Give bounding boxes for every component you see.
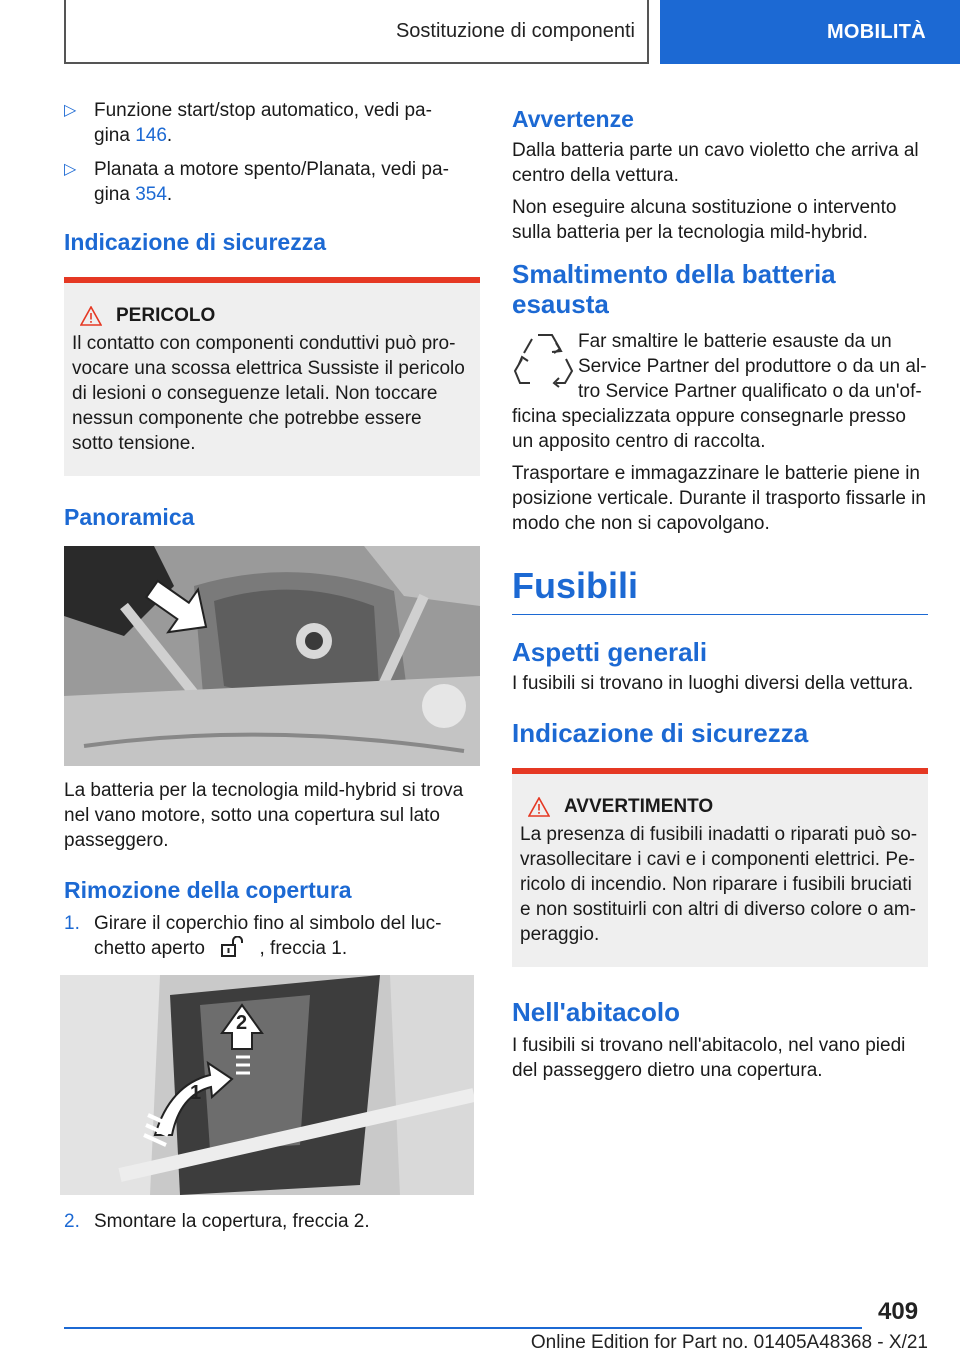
page-link[interactable]: 146	[135, 125, 167, 146]
safety-heading-right: Indicazione di sicurezza	[512, 718, 809, 748]
arrow-1-label: 1	[190, 1082, 202, 1104]
engine-bay-photo	[64, 546, 480, 766]
arrow-2-label: 2	[236, 1012, 248, 1034]
step-number: 1.	[64, 913, 80, 934]
disposal-text-rest: ficina specializzata oppure consegnarle presso un apposito centro di raccolta.	[512, 406, 906, 452]
step-item: 2. Smontare la copertura, freccia 2.	[64, 1211, 370, 1232]
header-chapter-tab	[660, 0, 960, 64]
fuses-title: Fusibili	[512, 565, 638, 606]
triangle-bullet-icon: ▷	[64, 161, 77, 178]
header-section-tab	[64, 0, 649, 64]
step-number: 2.	[64, 1211, 80, 1232]
triangle-bullet-icon: ▷	[64, 102, 77, 119]
danger-title: PERICOLO	[116, 305, 216, 326]
warning-text: La presenza di fusibili inadatti o riparati può so- vrasollecitare i cavi e i componenti elettrici. Pe- ricolo di incendio. Non riparare i fusibili bruciati e non sostituirli con altri di diverso colore o am- peraggio.	[520, 824, 918, 945]
safety-heading: Indicazione di sicurezza	[64, 229, 327, 255]
right-column	[512, 104, 928, 1083]
page-number: 409	[878, 1298, 919, 1325]
footer-rule	[64, 1327, 862, 1329]
disposal-block	[512, 329, 928, 404]
danger-box	[64, 277, 480, 476]
warning-title: AVVERTIMENTO	[564, 796, 714, 817]
warning-triangle-icon	[80, 306, 102, 326]
title-rule	[512, 614, 928, 615]
warnings-heading: Avvertenze	[512, 106, 634, 132]
general-text: I fusibili si trovano in luoghi diversi della vettura.	[512, 673, 914, 694]
disposal-text-2: Trasportare e immagazzinare le batterie piene in posizione verticale. Durante il trasporto fissarle in modo che non si capovolgano.	[512, 463, 926, 534]
cover-removal-photo	[60, 975, 474, 1195]
warning-box	[512, 768, 928, 967]
header-chapter-title: MOBILITÀ	[826, 20, 926, 43]
overview-text: La batteria per la tecnologia mild-hybrid si trova nel vano motore, sotto una copertura sul lato passeggero.	[64, 780, 464, 851]
disposal-text-indented: Far smaltire le batterie esauste da un Service Partner del produttore o da un al- tro Service Partner qualificato o da un'of-	[578, 331, 927, 402]
danger-text: Il contatto con componenti conduttivi può pro- vocare una scossa elettrica Sussiste il pericolo di lesioni o conseguenze letali. Non toccare nessun componente che potrebbe essere sotto tensione.	[72, 333, 465, 454]
open-padlock-icon	[218, 936, 246, 958]
warnings-text-2: Non eseguire alcuna sostituzione o intervento sulla batteria per la tecnologia mild-hybrid.	[512, 197, 897, 243]
left-column	[64, 98, 480, 1243]
recycle-icon	[512, 329, 578, 389]
reference-item: ▷ Planata a motore spento/Planata, vedi pa- gina 354.	[64, 159, 449, 205]
warnings-text-1: Dalla batteria parte un cavo violetto che arriva al centro della vettura.	[512, 140, 919, 186]
cabin-heading: Nell'abitacolo	[512, 997, 680, 1027]
edition-text: Online Edition for Part no. 01405A48368 - X/21	[530, 1332, 928, 1353]
removal-heading: Rimozione della copertura	[64, 877, 352, 903]
reference-item: ▷ Funzione start/stop automatico, vedi pa- gina 146.	[64, 100, 432, 146]
overview-heading: Panoramica	[64, 504, 195, 530]
header-section-title: Sostituzione di componenti	[395, 19, 635, 42]
page-link[interactable]: 354	[135, 184, 167, 205]
disposal-heading: Smaltimento della batteria esausta	[512, 259, 836, 319]
step-item: 1. Girare il coperchio fino al simbolo del luc- chetto aperto , freccia 1.	[64, 913, 442, 959]
cabin-text: I fusibili si trovano nell'abitacolo, nel vano piedi del passeggero dietro una copertura.	[512, 1035, 906, 1081]
warning-triangle-icon	[528, 797, 550, 817]
general-heading: Aspetti generali	[512, 637, 708, 667]
